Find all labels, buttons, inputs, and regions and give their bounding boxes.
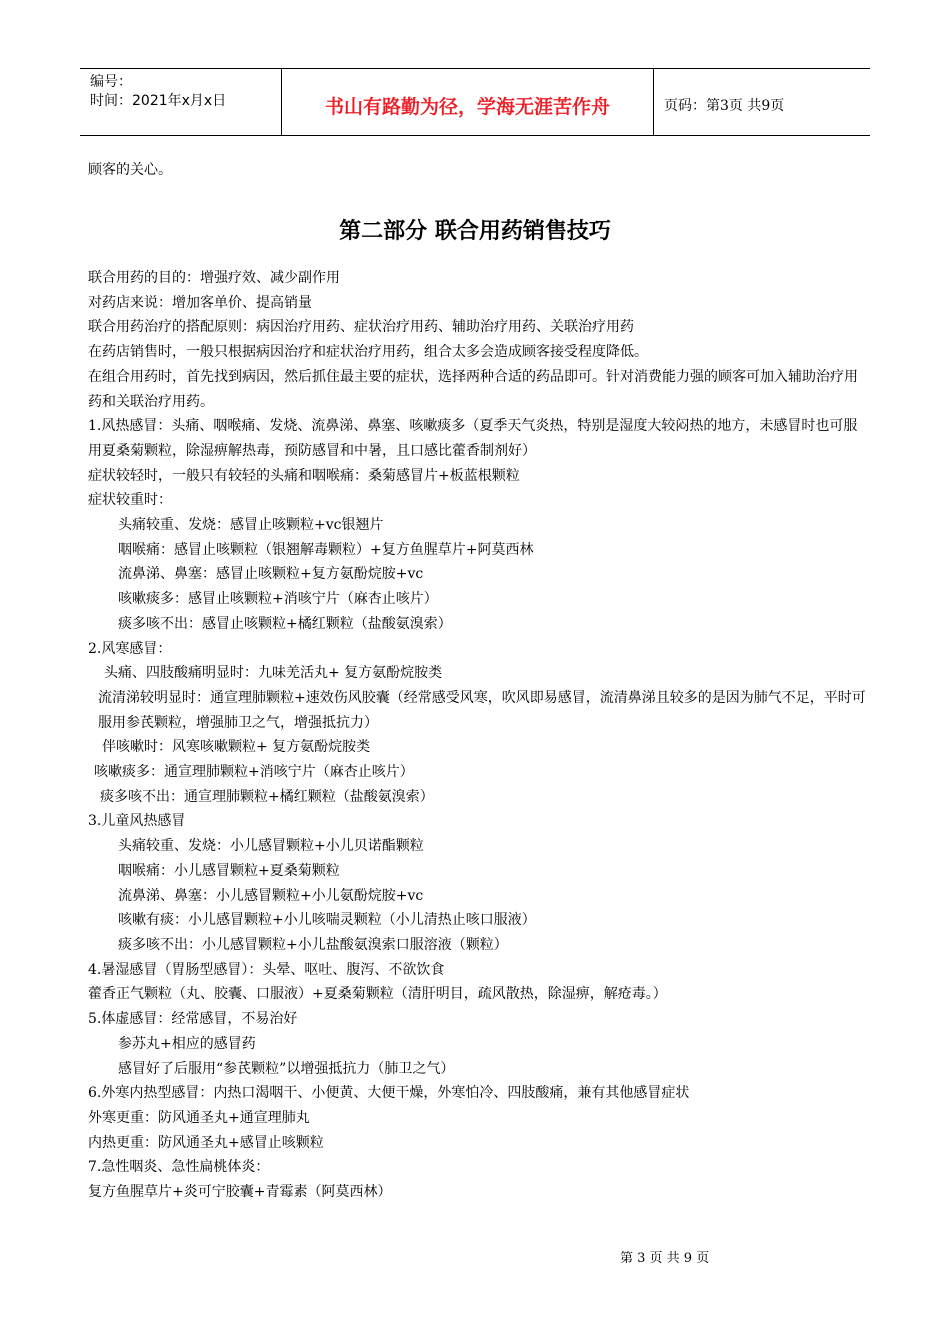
list-item: 咳嗽痰多：感冒止咳颗粒+消咳宁片（麻杏止咳片） [118, 591, 438, 608]
list-item: 流鼻涕、鼻塞：小儿感冒颗粒+小儿氨酚烷胺+vc [118, 887, 424, 904]
paragraph: 5.体虚感冒：经常感冒，不易治好 [88, 1011, 298, 1028]
header-date: 时间：2021年x月x日 [90, 93, 227, 109]
section-title: 第二部分 联合用药销售技巧 [339, 219, 611, 244]
paragraph: 症状较轻时，一般只有较轻的头痛和咽喉痛：桑菊感冒片+板蓝根颗粒 [88, 467, 520, 484]
paragraph: 联合用药治疗的搭配原则：病因治疗用药、症状治疗用药、辅助治疗用药、关联治疗用药 [88, 319, 634, 336]
paragraph: 在组合用药时，首先找到病因，然后抓住最主要的症状，选择两种合适的药品即可。针对消费能力强的顾客可加入辅助治疗用药和关联治疗用药。 [88, 368, 858, 410]
list-item: 痰多咳不出：小儿感冒颗粒+小儿盐酸氨溴索口服溶液（颗粒） [118, 936, 508, 953]
paragraph: 联合用药的目的：增强疗效、减少副作用 [88, 270, 340, 286]
paragraph: 症状较重时： [88, 492, 172, 509]
header-number-label: 编号： [90, 74, 132, 90]
intro-line: 顾客的关心。 [88, 162, 172, 178]
list-item: 咳嗽痰多：通宣理肺颗粒+消咳宁片（麻杏止咳片） [94, 764, 414, 781]
paragraph: 1.风热感冒：头痛、咽喉痛、发烧、流鼻涕、鼻塞、咳嗽痰多（夏季天气炎热，特别是湿度大较闷热的地方，未感冒时也可服用夏桑菊颗粒，除湿痹解热毒，预防感冒和中暑，且口感比藿香制剂好） [88, 418, 858, 459]
paragraph: 复方鱼腥草片+炎可宁胶囊+青霉素（阿莫西林） [88, 1184, 392, 1201]
body-content [88, 266, 868, 1205]
header-page-code: 页码：第3页 共9页 [664, 98, 785, 114]
list-item: 咽喉痛：感冒止咳颗粒（银翘解毒颗粒）+复方鱼腥草片+阿莫西林 [118, 541, 534, 558]
list-item: 头痛较重、发烧：小儿感冒颗粒+小儿贝诺酯颗粒 [118, 838, 424, 855]
paragraph: 6.外寒内热型感冒：内热口渴咽干、小便黄、大便干燥，外寒怕冷、四肢酸痛，兼有其他感冒症状 [88, 1085, 690, 1102]
list-item: 咳嗽有痰：小儿感冒颗粒+小儿咳喘灵颗粒（小儿清热止咳口服液） [118, 912, 536, 929]
list-item: 流鼻涕、鼻塞：感冒止咳颗粒+复方氨酚烷胺+vc [118, 566, 424, 583]
intro-text [88, 158, 868, 183]
list-item: 咽喉痛：小儿感冒颗粒+夏桑菊颗粒 [118, 862, 340, 879]
list-item: 痰多咳不出：感冒止咳颗粒+橘红颗粒（盐酸氨溴索） [118, 615, 452, 632]
paragraph: 3.儿童风热感冒 [88, 813, 186, 830]
list-item: 伴咳嗽时：风寒咳嗽颗粒+ 复方氨酚烷胺类 [102, 739, 371, 756]
header-motto: 书山有路勤为径，学海无涯苦作舟 [282, 69, 654, 135]
list-item: 痰多咳不出：通宣理肺颗粒+橘红颗粒（盐酸氨溴索） [100, 788, 434, 805]
header-meta [80, 69, 282, 135]
paragraph: 外寒更重：防风通圣丸+通宣理肺丸 [88, 1109, 310, 1126]
paragraph: 4.暑湿感冒（胃肠型感冒）：头晕、呕吐、腹泻、不欲饮食 [88, 961, 445, 978]
list-item: 头痛较重、发烧：感冒止咳颗粒+vc银翘片 [118, 517, 384, 534]
paragraph: 2.风寒感冒： [88, 640, 172, 657]
paragraph: 在药店销售时，一般只根据病因治疗和症状治疗用药，组合太多会造成顾客接受程度降低。 [88, 344, 648, 361]
paragraph: 7.急性咽炎、急性扁桃体炎： [88, 1159, 270, 1176]
page-header [80, 68, 870, 136]
list-item: 参苏丸+相应的感冒药 [118, 1035, 256, 1052]
paragraph: 藿香正气颗粒（丸、胶囊、口服液）+夏桑菊颗粒（清肝明目，疏风散热，除湿痹，解疮毒。） [88, 986, 667, 1003]
list-item: 头痛、四肢酸痛明显时：九味羌活丸+ 复方氨酚烷胺类 [104, 665, 443, 682]
paragraph: 对药店来说：增加客单价、提高销量 [88, 294, 312, 311]
list-item: 感冒好了后服用“参芪颗粒”以增强抵抗力（肺卫之气） [118, 1060, 455, 1077]
page-footer: 第 3 页 共 9 页 [620, 1251, 710, 1266]
paragraph: 内热更重：防风通圣丸+感冒止咳颗粒 [88, 1134, 324, 1151]
list-item: 流清涕较明显时：通宣理肺颗粒+速效伤风胶囊（经常感受风寒，吹风即易感冒，流清鼻涕且较多的是因为肺气不足，平时可服用参芪颗粒，增强肺卫之气，增强抵抗力） [98, 689, 866, 731]
